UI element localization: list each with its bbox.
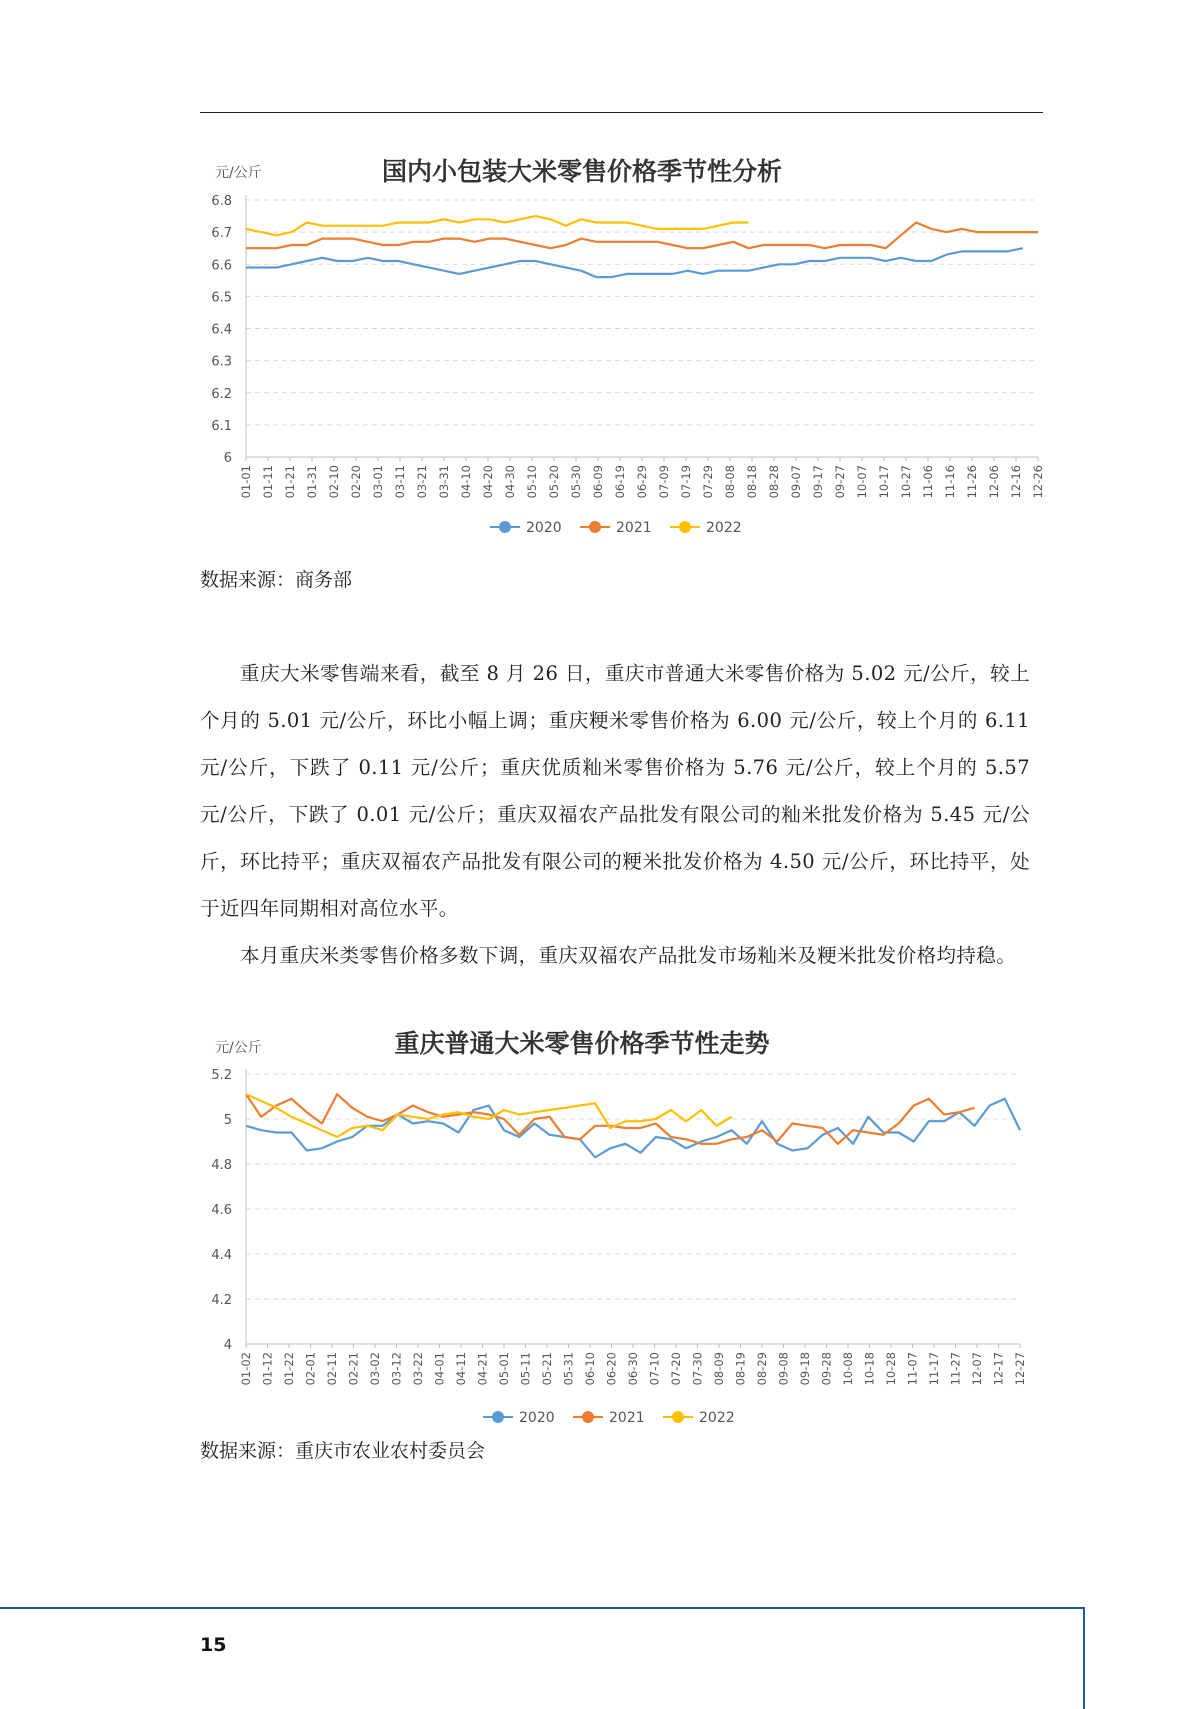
- x-tick-label: 04-10: [459, 465, 473, 499]
- x-tick-label: 09-27: [833, 465, 847, 499]
- x-tick-label: 10-07: [855, 465, 869, 499]
- chart2-source: 数据来源：重庆市农业农村委员会: [200, 1440, 486, 1462]
- x-tick-label: 02-01: [303, 1352, 318, 1386]
- footer-frame: [0, 1607, 1085, 1709]
- x-tick-label: 07-09: [657, 465, 671, 499]
- x-tick-label: 03-21: [415, 465, 429, 499]
- y-tick-label: 6.4: [211, 322, 232, 338]
- y-tick-label: 4.2: [211, 1293, 232, 1308]
- x-tick-label: 12-16: [1009, 465, 1023, 499]
- x-tick-label: 05-01: [497, 1352, 511, 1386]
- x-tick-label: 06-29: [635, 465, 649, 499]
- x-tick-label: 05-11: [518, 1352, 533, 1386]
- x-tick-label: 08-19: [733, 1352, 748, 1386]
- x-tick-label: 02-11: [325, 1352, 339, 1386]
- y-tick-label: 4.8: [211, 1158, 232, 1173]
- chart-national-rice-price: [200, 150, 1043, 550]
- x-tick-label: 03-11: [393, 465, 407, 499]
- x-tick-label: 09-07: [789, 465, 803, 499]
- y-tick-label: 5: [223, 1113, 232, 1128]
- x-tick-label: 11-06: [921, 465, 935, 499]
- legend-marker-2022: [679, 521, 691, 533]
- x-tick-label: 01-02: [239, 1352, 253, 1386]
- legend-label-2020: 2020: [519, 1410, 555, 1426]
- x-tick-label: 01-11: [261, 465, 275, 499]
- x-tick-label: 04-21: [475, 1352, 490, 1386]
- chart2-svg: [200, 1030, 1043, 1430]
- page-number: 15: [200, 1634, 227, 1656]
- header-rule: [200, 112, 1043, 113]
- x-tick-label: 05-31: [561, 1352, 576, 1386]
- y-axis-unit: 元/公斤: [215, 1040, 262, 1056]
- x-tick-label: 11-26: [965, 465, 979, 499]
- x-tick-label: 11-16: [943, 465, 957, 499]
- x-tick-label: 01-21: [283, 465, 297, 499]
- chart-title: 重庆普通大米零售价格季节性走势: [394, 1029, 770, 1058]
- x-tick-label: 11-17: [927, 1352, 941, 1386]
- y-tick-label: 4.4: [211, 1248, 232, 1263]
- x-tick-label: 05-20: [547, 465, 561, 499]
- chart1-source: 数据来源：商务部: [200, 569, 353, 591]
- x-tick-label: 12-07: [970, 1352, 984, 1386]
- y-tick-label: 6.8: [211, 194, 232, 209]
- x-tick-label: 01-12: [260, 1352, 275, 1386]
- series-line-2020: [246, 248, 1023, 277]
- legend-marker-2021: [589, 521, 601, 533]
- x-tick-label: 07-19: [679, 465, 693, 499]
- x-tick-label: 02-21: [346, 1352, 361, 1386]
- legend-marker-2022: [672, 1411, 684, 1423]
- x-tick-label: 06-20: [604, 1352, 619, 1386]
- x-tick-label: 09-28: [819, 1352, 834, 1386]
- y-tick-label: 6.2: [211, 386, 232, 402]
- x-tick-label: 01-22: [282, 1352, 296, 1386]
- x-tick-label: 08-08: [723, 465, 737, 499]
- y-axis-unit: 元/公斤: [215, 165, 262, 181]
- x-tick-label: 10-27: [899, 465, 913, 499]
- x-tick-label: 07-29: [701, 465, 715, 499]
- y-tick-label: 6.3: [211, 354, 232, 370]
- x-tick-label: 03-02: [368, 1352, 382, 1386]
- x-tick-label: 05-10: [525, 465, 539, 499]
- x-tick-label: 08-09: [712, 1352, 726, 1386]
- x-tick-label: 03-12: [389, 1352, 404, 1386]
- x-tick-label: 12-06: [987, 465, 1001, 499]
- x-tick-label: 04-20: [481, 465, 495, 499]
- x-tick-label: 09-08: [776, 1352, 791, 1386]
- legend-label-2021: 2021: [609, 1410, 645, 1426]
- x-tick-label: 05-21: [540, 1352, 554, 1386]
- x-tick-label: 02-10: [327, 465, 341, 499]
- x-tick-label: 01-01: [239, 465, 253, 499]
- x-tick-label: 07-20: [669, 1352, 683, 1386]
- y-tick-label: 6.1: [211, 418, 232, 434]
- x-tick-label: 10-28: [884, 1352, 898, 1386]
- y-tick-label: 6.6: [211, 258, 232, 274]
- y-tick-label: 4: [223, 1338, 232, 1353]
- legend-label-2021: 2021: [616, 520, 652, 536]
- x-tick-label: 12-27: [1013, 1352, 1027, 1386]
- x-tick-label: 06-19: [613, 465, 627, 499]
- x-tick-label: 07-10: [647, 1352, 662, 1386]
- legend-marker-2020: [499, 521, 511, 533]
- x-tick-label: 08-29: [755, 1352, 769, 1386]
- legend-marker-2021: [582, 1411, 594, 1423]
- paragraph-2: 本月重庆米类零售价格多数下调，重庆双福农产品批发市场籼米及粳米批发价格均持稳。: [240, 944, 1017, 967]
- x-tick-label: 11-07: [905, 1352, 920, 1386]
- x-tick-label: 05-30: [569, 465, 583, 499]
- body-text: [200, 650, 1030, 979]
- chart1-svg: [200, 150, 1043, 550]
- x-tick-label: 06-10: [583, 1352, 597, 1386]
- y-tick-label: 6.7: [211, 226, 232, 242]
- x-tick-label: 12-17: [991, 1352, 1006, 1386]
- x-tick-label: 03-22: [411, 1352, 425, 1386]
- x-tick-label: 04-30: [503, 465, 517, 499]
- y-tick-label: 6.5: [211, 290, 232, 306]
- x-tick-label: 03-01: [371, 465, 385, 499]
- x-tick-label: 10-18: [862, 1352, 877, 1386]
- x-tick-label: 01-31: [305, 465, 319, 499]
- chart-chongqing-rice-price: [200, 1030, 1043, 1430]
- x-tick-label: 03-31: [437, 465, 451, 499]
- x-tick-label: 09-17: [811, 465, 825, 499]
- chart-title: 国内小包装大米零售价格季节性分析: [381, 157, 783, 186]
- x-tick-label: 12-26: [1031, 465, 1045, 499]
- x-tick-label: 11-27: [948, 1352, 963, 1386]
- legend-marker-2020: [492, 1411, 504, 1423]
- x-tick-label: 06-09: [591, 465, 605, 499]
- x-tick-label: 07-30: [690, 1352, 705, 1386]
- x-tick-label: 04-01: [432, 1352, 447, 1386]
- x-tick-label: 09-18: [798, 1352, 812, 1386]
- legend-label-2020: 2020: [526, 520, 562, 536]
- y-tick-label: 6: [223, 451, 232, 466]
- legend-label-2022: 2022: [699, 1410, 735, 1426]
- x-tick-label: 04-11: [454, 1352, 468, 1386]
- x-tick-label: 08-18: [745, 465, 759, 499]
- x-tick-label: 10-08: [841, 1352, 855, 1386]
- x-tick-label: 10-17: [877, 465, 891, 499]
- x-tick-label: 02-20: [349, 465, 363, 499]
- y-tick-label: 5.2: [211, 1068, 232, 1083]
- paragraph-1: 重庆大米零售端来看，截至 8 月 26 日，重庆市普通大米零售价格为 5.02 元/公斤，较上个月的 5.01 元/公斤，环比小幅上调；重庆粳米零售价格为 6.00 元/公斤，较上个月的 6.11 元/公斤，下跌了 0.11 元/公斤；重庆优质籼米零售价格为 5.76 元/公斤，较上个月的 5.57 元/公斤，下跌了 0.01 元/公斤；重庆双福农产品批发有限公司的籼米批发价格为 5.45 元/公斤，环比持平；重庆双福农产品批发有限公司的粳米批发价格为 4.50 元/公斤，环比持平，处于近四年同期相对高位水平。: [200, 662, 1030, 920]
- x-tick-label: 08-28: [767, 465, 781, 499]
- x-tick-label: 06-30: [626, 1352, 640, 1386]
- legend-label-2022: 2022: [706, 520, 742, 536]
- y-tick-label: 4.6: [211, 1203, 232, 1218]
